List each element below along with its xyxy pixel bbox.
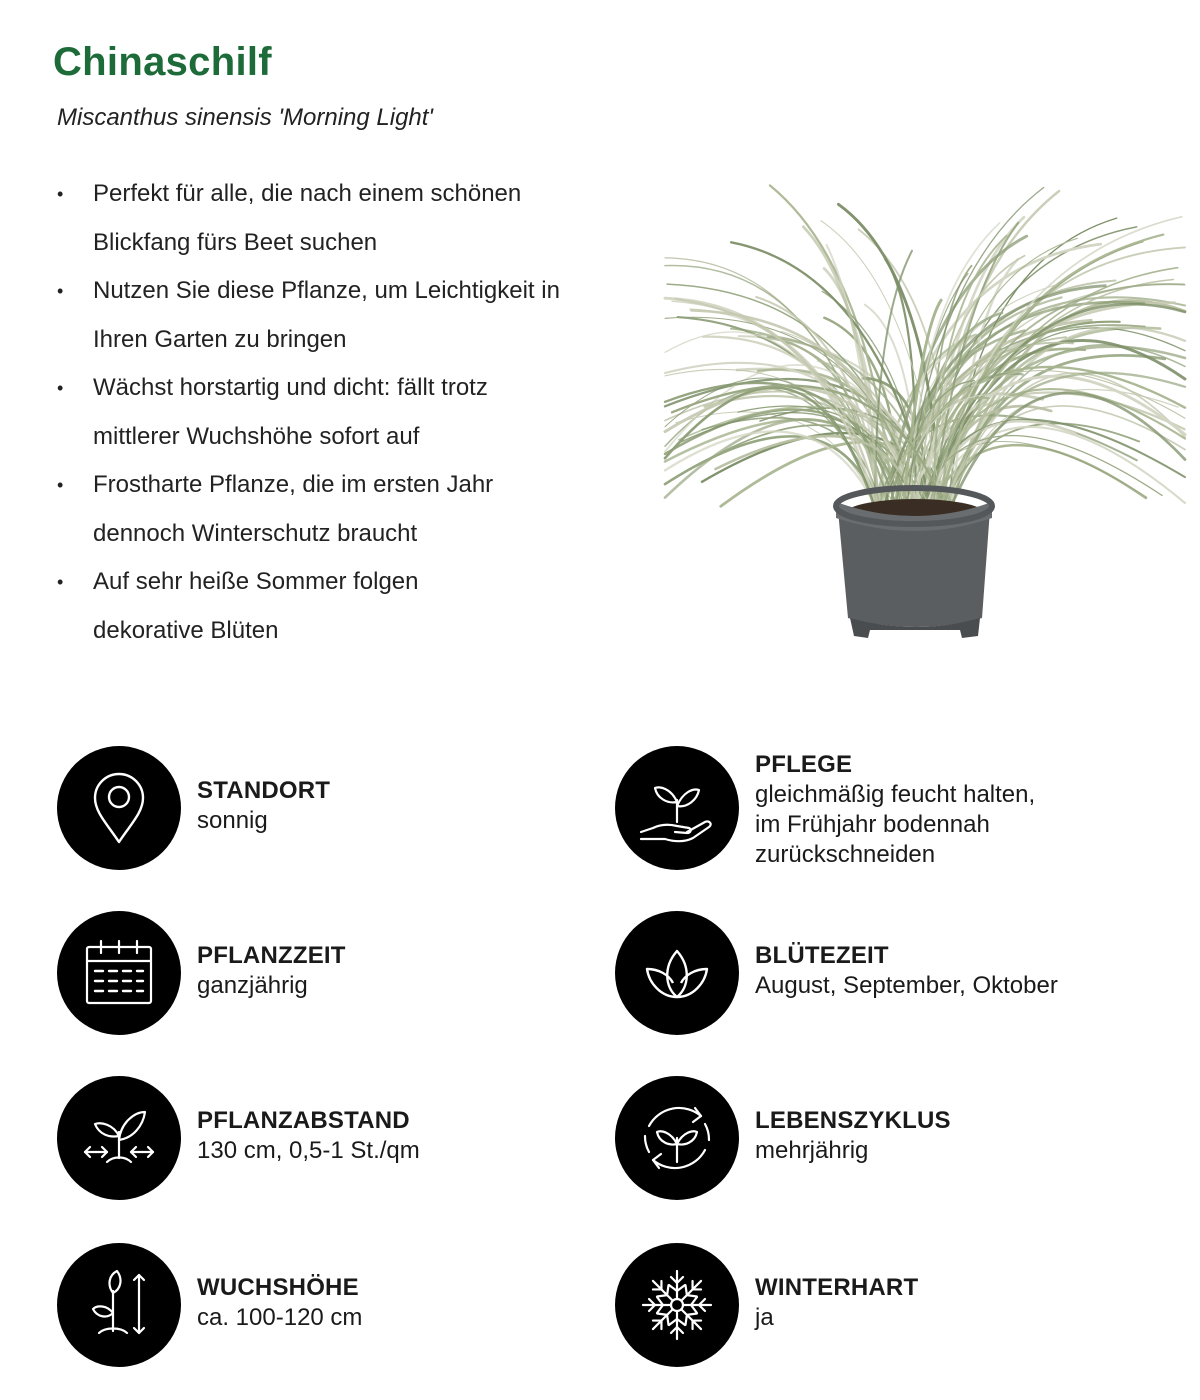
bullet-dot-icon: • [57, 572, 64, 592]
lotus-flower-icon [615, 911, 739, 1035]
hand-seedling-icon [615, 746, 739, 870]
feature-value: sonnig [197, 807, 268, 834]
bullet-item: • Auf sehr heiße Sommer folgen dekorative Blüten [57, 558, 617, 655]
feature-label: WUCHSHÖHE [197, 1274, 359, 1301]
feature-value: gleichmäßig feucht halten, im Frühjahr bodennah zurückschneiden [755, 781, 1036, 868]
feature-value: 130 cm, 0,5-1 St./qm [197, 1137, 420, 1164]
feature-pflanzzeit [57, 911, 617, 1036]
feature-wuchshoehe [57, 1243, 617, 1368]
feature-bullet-list [57, 170, 617, 655]
bullet-dot-icon: • [57, 475, 64, 495]
feature-label: LEBENSZYKLUS [755, 1107, 951, 1134]
feature-pflege [615, 746, 1175, 871]
plant-spacing-icon [57, 1076, 181, 1200]
feature-standort [57, 746, 617, 871]
calendar-icon [57, 911, 181, 1035]
feature-winterhart [615, 1243, 1175, 1368]
feature-label: PFLANZZEIT [197, 942, 346, 969]
bullet-dot-icon: • [57, 378, 64, 398]
feature-lebenszyklus [615, 1076, 1175, 1201]
feature-pflanzabstand [57, 1076, 617, 1201]
feature-value: ca. 100-120 cm [197, 1304, 363, 1331]
feature-value: August, September, Oktober [755, 972, 1058, 999]
feature-label: PFLANZABSTAND [197, 1107, 410, 1134]
botanical-name: Miscanthus sinensis 'Morning Light' [57, 104, 434, 131]
bullet-item: • Wächst horstartig und dicht: fällt trotz mittlerer Wuchshöhe sofort auf [57, 364, 617, 461]
cycle-leaf-icon [615, 1076, 739, 1200]
feature-value: ja [755, 1304, 774, 1331]
snowflake-icon [615, 1243, 739, 1367]
bullet-item: • Nutzen Sie diese Pflanze, um Leichtigkeit in Ihren Garten zu bringen [57, 267, 617, 364]
feature-value: mehrjährig [755, 1137, 869, 1164]
feature-label: WINTERHART [755, 1274, 919, 1301]
feature-label: PFLEGE [755, 751, 853, 778]
product-image-ornamental-grass [660, 70, 1190, 660]
plant-height-icon [57, 1243, 181, 1367]
feature-value: ganzjährig [197, 972, 308, 999]
bullet-item: • Perfekt für alle, die nach einem schönen Blickfang fürs Beet suchen [57, 170, 617, 267]
bullet-dot-icon: • [57, 281, 64, 301]
page-title: Chinaschilf [53, 40, 272, 84]
feature-label: STANDORT [197, 777, 331, 804]
feature-label: BLÜTEZEIT [755, 942, 889, 969]
feature-bluetezeit [615, 911, 1175, 1036]
bullet-dot-icon: • [57, 184, 64, 204]
bullet-item: • Frostharte Pflanze, die im ersten Jahr dennoch Winterschutz braucht [57, 461, 617, 558]
location-pin-icon [57, 746, 181, 870]
